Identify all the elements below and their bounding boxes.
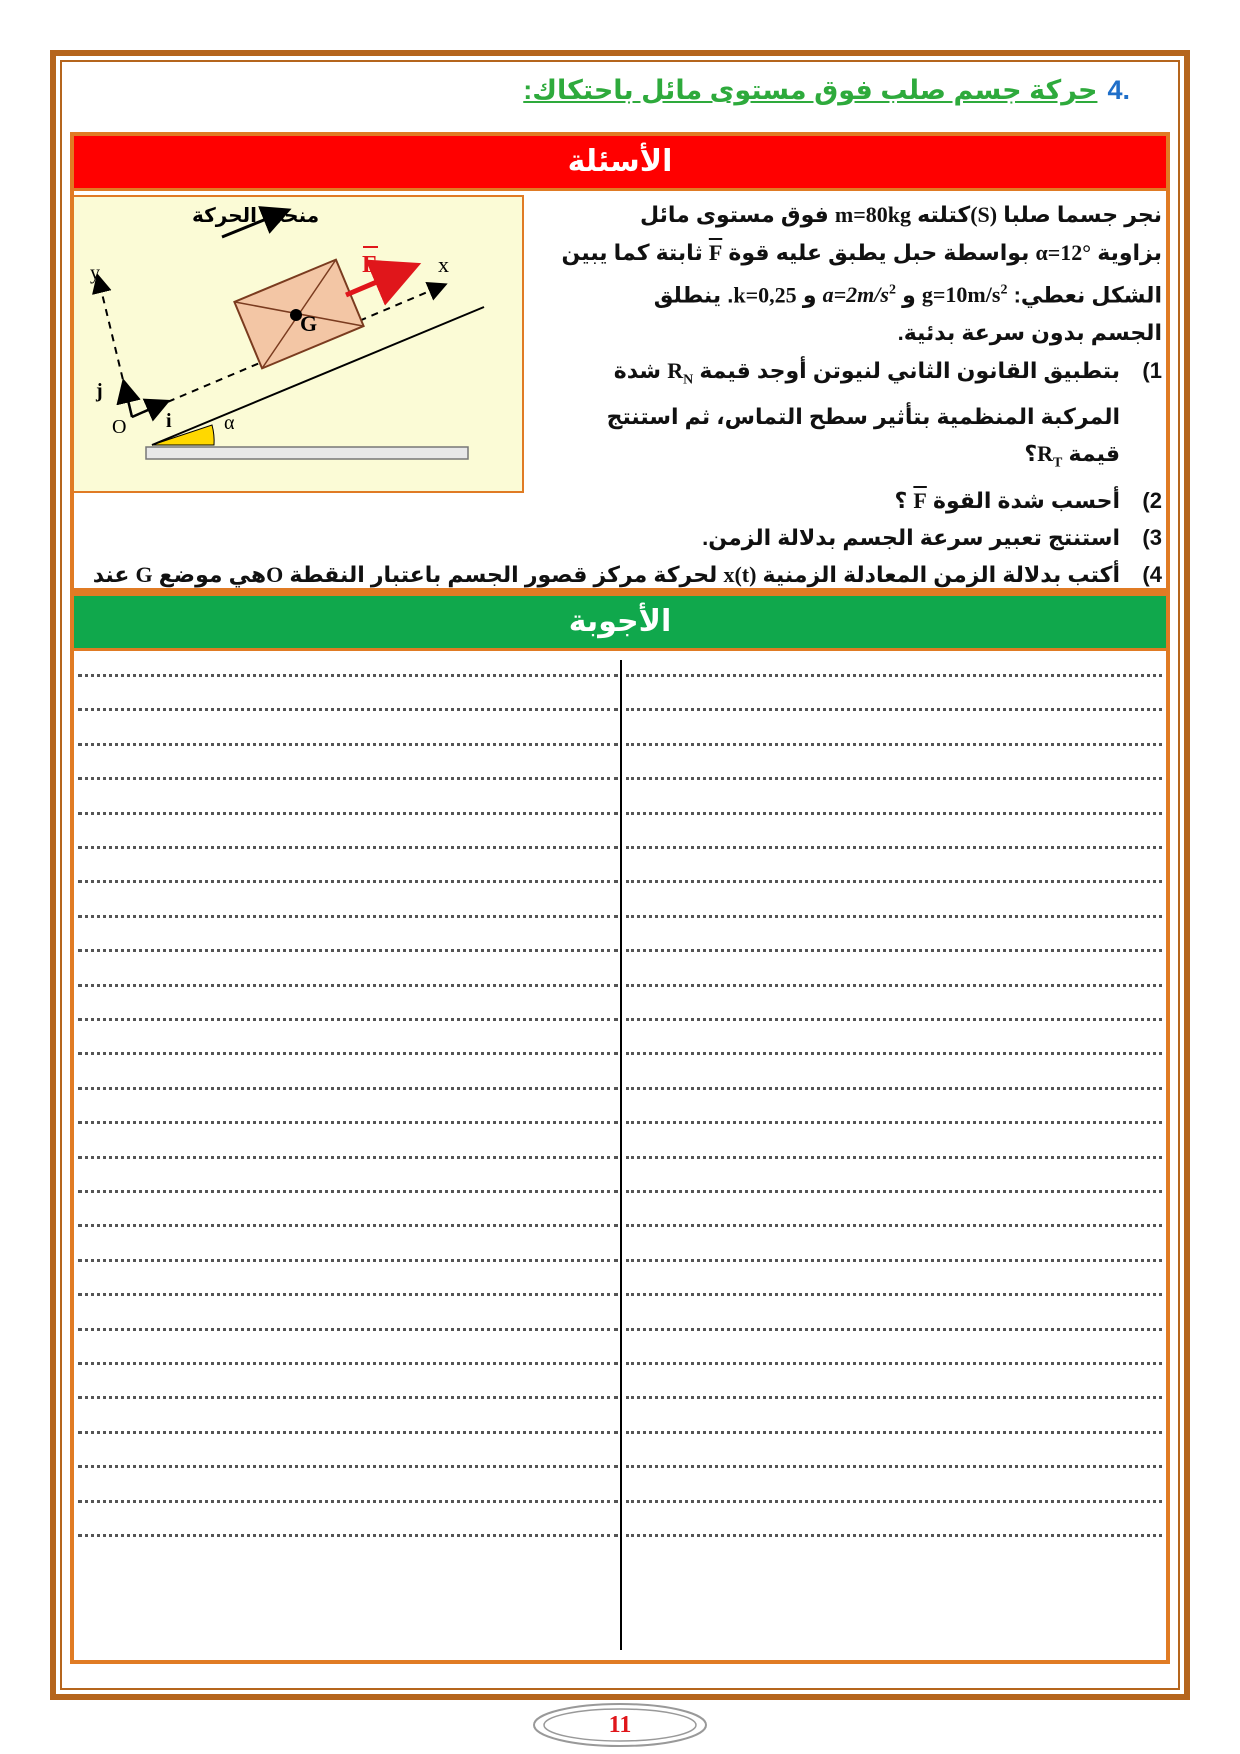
answer-line-right[interactable]: [626, 1156, 1162, 1159]
question-3: 3) استنتج تعبير سرعة الجسم بدلالة الزمن.: [702, 524, 1162, 550]
g-label: G: [300, 311, 318, 336]
answer-line-left[interactable]: [78, 1190, 618, 1193]
answer-line-right[interactable]: [626, 674, 1162, 677]
answer-line-left[interactable]: [78, 777, 618, 780]
answer-line-right[interactable]: [626, 1087, 1162, 1090]
answer-line-right[interactable]: [626, 984, 1162, 987]
answer-line-right[interactable]: [626, 949, 1162, 952]
answer-line-left[interactable]: [78, 1224, 618, 1227]
y-axis-label: y: [90, 262, 100, 284]
answer-line-left[interactable]: [78, 880, 618, 883]
i-label: i: [166, 410, 172, 432]
answer-line-right[interactable]: [626, 1224, 1162, 1227]
answer-line-left[interactable]: [78, 984, 618, 987]
answer-line-right[interactable]: [626, 1259, 1162, 1262]
answer-line-left[interactable]: [78, 915, 618, 918]
answer-line-right[interactable]: [626, 1396, 1162, 1399]
answer-line-left[interactable]: [78, 1431, 618, 1434]
answer-line-left[interactable]: [78, 743, 618, 746]
answer-line-right[interactable]: [626, 846, 1162, 849]
origin-label: O: [112, 416, 127, 438]
answer-line-left[interactable]: [78, 1018, 618, 1021]
answer-line-left[interactable]: [78, 1362, 618, 1365]
answer-line-left[interactable]: [78, 1465, 618, 1468]
answer-line-right[interactable]: [626, 1190, 1162, 1193]
answer-line-right[interactable]: [626, 1362, 1162, 1365]
force-arrow: [346, 267, 412, 295]
statement-line-1: نجر جسما صلبا (S)كتلته m=80kg فوق مستوى مائل: [639, 202, 1162, 227]
answer-line-right[interactable]: [626, 812, 1162, 815]
answer-line-right[interactable]: [626, 708, 1162, 711]
answer-line-left[interactable]: [78, 1293, 618, 1296]
answer-line-right[interactable]: [626, 1293, 1162, 1296]
question-1: 1) بتطبيق القانون الثاني لنيوتن أوجد قيمة $R_N$ شدة المركبة المنظمية بتأثير سطح التماس، ثم استنتج قيمة $R_T؟$: [606, 358, 1162, 471]
answer-line-right[interactable]: [626, 1465, 1162, 1468]
section-number: .4: [1107, 75, 1130, 105]
answer-line-right[interactable]: [626, 1500, 1162, 1503]
section-title: [100, 75, 1130, 115]
answer-line-left[interactable]: [78, 708, 618, 711]
answer-line-left[interactable]: [78, 1156, 618, 1159]
answer-line-right[interactable]: [626, 1328, 1162, 1331]
answer-line-right[interactable]: [626, 880, 1162, 883]
question-4: 4) أكتب بدلالة الزمن المعادلة الزمنية x(t) لحركة مركز قصور الجسم باعتبار النقطة Oهي موضع G عند: [92, 561, 1162, 587]
answer-line-left[interactable]: [78, 1328, 618, 1331]
answer-line-left[interactable]: [78, 949, 618, 952]
answers-header: الأجوبة: [74, 596, 1166, 651]
answer-line-right[interactable]: [626, 1018, 1162, 1021]
answer-line-left[interactable]: [78, 812, 618, 815]
page-number: 11: [608, 1712, 632, 1738]
answer-line-right[interactable]: [626, 1431, 1162, 1434]
answer-line-left[interactable]: [78, 1259, 618, 1262]
answer-line-left[interactable]: [78, 674, 618, 677]
answer-line-left[interactable]: [78, 1500, 618, 1503]
statement-line-2: بزاوية α=12° بواسطة حبل يطبق عليه قوة $\overline{F}$ ثابتة كما يبين: [561, 240, 1162, 265]
statement-line-4: الجسم بدون سرعة بدئية.: [897, 320, 1162, 346]
answer-line-left[interactable]: [78, 1396, 618, 1399]
answer-lines-area[interactable]: [78, 660, 1168, 1660]
force-label: F: [362, 252, 377, 278]
answer-line-left[interactable]: [78, 1052, 618, 1055]
section-title-text: حركة جسم صلب فوق مستوى مائل باحتكاك:: [523, 75, 1098, 105]
questions-header: الأسئلة: [74, 136, 1166, 191]
question-2: 2) أحسب شدة القوة $\overline{F}$ ؟: [894, 487, 1162, 513]
answer-line-left[interactable]: [78, 846, 618, 849]
answer-line-right[interactable]: [626, 1534, 1162, 1537]
problem-statement: [540, 196, 1162, 352]
answer-line-right[interactable]: [626, 743, 1162, 746]
motion-label: منحى الحركة: [192, 203, 320, 228]
answer-line-left[interactable]: [78, 1087, 618, 1090]
alpha-label: α: [224, 412, 235, 434]
answer-line-left[interactable]: [78, 1121, 618, 1124]
page-number-badge: [530, 1700, 710, 1750]
question-list: [80, 352, 1162, 630]
answer-line-right[interactable]: [626, 777, 1162, 780]
answer-column-divider: [620, 660, 622, 1650]
answer-line-left[interactable]: [78, 1534, 618, 1537]
j-label: j: [96, 380, 103, 402]
answer-line-right[interactable]: [626, 1121, 1162, 1124]
x-axis-label: x: [438, 252, 449, 277]
statement-line-3: الشكل نعطي: $g=10m/s^2$ و $a=2m/s^2$ و k=0,25. ينطلق: [653, 282, 1162, 308]
answer-line-right[interactable]: [626, 915, 1162, 918]
answer-line-right[interactable]: [626, 1052, 1162, 1055]
